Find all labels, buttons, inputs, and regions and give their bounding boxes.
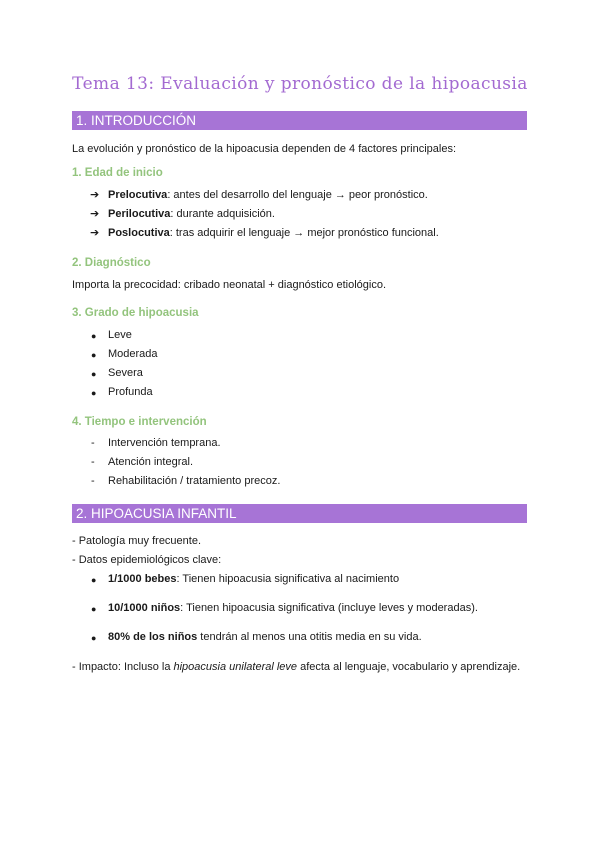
list-item: Moderada: [108, 348, 158, 360]
impact-prefix: - Impacto: Incluso la: [72, 661, 174, 673]
dash-marker: -: [91, 456, 95, 468]
dash-marker: -: [91, 475, 95, 487]
list-item: [108, 188, 428, 202]
term: Poslocutiva: [108, 227, 170, 239]
list-item: [108, 207, 275, 221]
definition: tendrán al menos una otitis media en su vida.: [197, 631, 422, 643]
dash-marker: -: [91, 437, 95, 449]
term: Prelocutiva: [108, 189, 168, 201]
arrow-bullet-icon: ➔: [90, 189, 100, 201]
arrow-bullet-icon: ➔: [90, 208, 100, 220]
list-item: [108, 630, 422, 644]
bullet-icon: ●: [91, 369, 97, 379]
term: 10/1000 niños: [108, 602, 181, 614]
definition: : Tienen hipoacusia significativa (incluye leves y moderadas).: [180, 602, 478, 614]
subheading-edad-inicio: 1. Edad de inicio: [72, 167, 163, 179]
definition: : Tienen hipoacusia significativa al nacimiento: [176, 573, 400, 585]
definition: : durante adquisición.: [170, 208, 275, 220]
definition: : antes del desarrollo del lenguaje → peor pronóstico.: [167, 189, 428, 201]
bullet-icon: ●: [91, 633, 97, 643]
list-item: Profunda: [108, 386, 153, 398]
impact-suffix: afecta al lenguaje, vocabulario y aprendizaje.: [297, 661, 521, 673]
bullet-icon: ●: [91, 350, 97, 360]
impact-paragraph: [72, 660, 520, 674]
line-patologia: - Patología muy frecuente.: [72, 535, 202, 547]
definition: : tras adquirir el lenguaje → mejor pronóstico funcional.: [169, 227, 439, 239]
list-item: Atención integral.: [108, 456, 193, 468]
intro-paragraph: La evolución y pronóstico de la hipoacusia dependen de 4 factores principales:: [72, 143, 457, 155]
impact-italic: hipoacusia unilateral leve: [173, 661, 298, 673]
term: 1/1000 bebes: [108, 573, 177, 585]
list-item: [108, 572, 399, 586]
bullet-icon: ●: [91, 604, 97, 614]
line-datos: - Datos epidemiológicos clave:: [72, 554, 222, 566]
list-item: Leve: [108, 329, 132, 341]
bullet-icon: ●: [91, 388, 97, 398]
subheading-diagnostico: 2. Diagnóstico: [72, 257, 151, 269]
diagnostico-paragraph: Importa la precocidad: cribado neonatal + diagnóstico etiológico.: [72, 279, 387, 291]
section-heading-introduccion: 1. INTRODUCCIÓN: [72, 111, 527, 130]
list-item: Intervención temprana.: [108, 437, 221, 449]
page-title: Tema 13: Evaluación y pronóstico de la hipoacusia: [72, 74, 528, 94]
list-item: [108, 601, 478, 615]
term: 80% de los niños: [108, 631, 198, 643]
arrow-bullet-icon: ➔: [90, 227, 100, 239]
list-item: [108, 226, 439, 240]
bullet-icon: ●: [91, 331, 97, 341]
section-heading-hipoacusia-infantil: 2. HIPOACUSIA INFANTIL: [72, 504, 527, 523]
subheading-grado: 3. Grado de hipoacusia: [72, 307, 199, 319]
term: Perilocutiva: [108, 208, 171, 220]
bullet-icon: ●: [91, 575, 97, 585]
list-item: Severa: [108, 367, 143, 379]
subheading-tiempo: 4. Tiempo e intervención: [72, 416, 207, 428]
list-item: Rehabilitación / tratamiento precoz.: [108, 475, 281, 487]
